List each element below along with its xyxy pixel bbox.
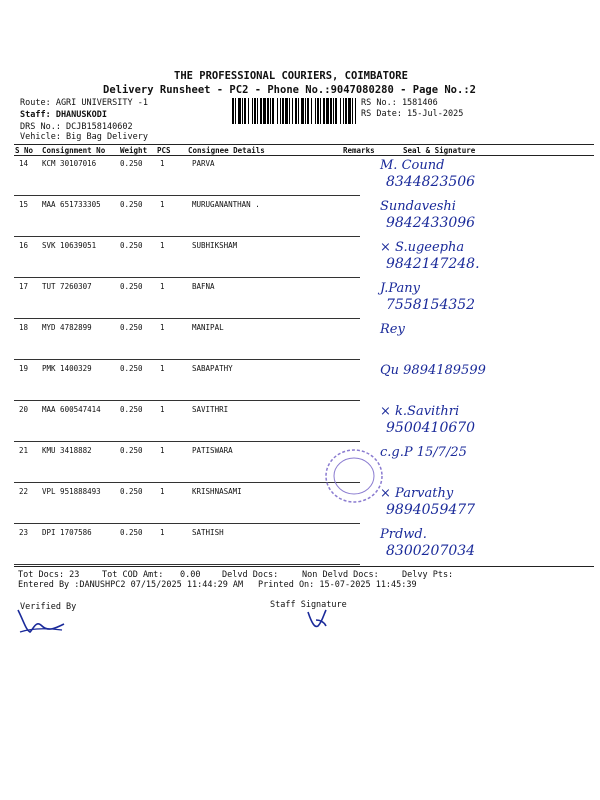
handwritten-signature: 9500410670: [386, 420, 476, 436]
barcode-bar: [295, 98, 297, 124]
barcode-bar: [248, 98, 249, 124]
barcode-bar: [244, 98, 246, 124]
row-consignment: MAA 600547414: [42, 405, 101, 414]
barcode-bar: [292, 98, 293, 124]
row-consignee: PARVA: [192, 159, 215, 168]
barcode: [232, 98, 356, 124]
barcode-bar: [289, 98, 290, 124]
handwritten-signature: Prdwd.: [380, 527, 427, 542]
courier-stamp: [322, 446, 386, 506]
row-pcs: 1: [160, 446, 165, 455]
barcode-bar: [345, 98, 347, 124]
row-divider: [14, 482, 360, 483]
barcode-bar: [315, 98, 316, 124]
barcode-bar: [257, 98, 258, 124]
row-consignee: SATHISH: [192, 528, 224, 537]
handwritten-signature: J.Pany: [380, 281, 420, 296]
row-consignee: SAVITHRI: [192, 405, 229, 414]
barcode-bar: [238, 98, 241, 124]
footer-rule: [14, 566, 594, 567]
row-weight: 0.250: [120, 405, 143, 414]
row-divider: [14, 441, 360, 442]
row-weight: 0.250: [120, 200, 143, 209]
rs-date: RS Date: 15-Jul-2025: [361, 109, 464, 119]
row-sno: 17: [19, 282, 29, 291]
handwritten-signature: 8300207034: [386, 543, 476, 559]
barcode-bar: [335, 98, 337, 124]
row-consignee: SABAPATHY: [192, 364, 233, 373]
row-consignment: PMK 1400329: [42, 364, 92, 373]
row-consignee: BAFNA: [192, 282, 215, 291]
header-bottom-rule: [14, 155, 594, 156]
runsheet-title: Delivery Runsheet - PC2 - Phone No.:9047080280 - Page No.:2: [103, 84, 476, 96]
barcode-bar: [301, 98, 304, 124]
entered-by: Entered By :DANUSHPC2 07/15/2025 11:44:29 AM: [18, 580, 244, 590]
vehicle: Vehicle: Big Bag Delivery: [20, 132, 148, 142]
barcode-bar: [320, 98, 321, 124]
route: Route: AGRI UNIVERSITY -1: [20, 98, 148, 108]
barcode-bar: [280, 98, 281, 124]
row-divider: [14, 359, 360, 360]
row-consignee: KRISHNASAMI: [192, 487, 242, 496]
handwritten-signature: 9842433096: [386, 215, 476, 231]
barcode-bar: [285, 98, 288, 124]
delivery-points: Delvy Pts:: [402, 570, 454, 580]
row-pcs: 1: [160, 159, 165, 168]
row-divider: [14, 564, 360, 565]
barcode-bar: [305, 98, 306, 124]
row-sno: 18: [19, 323, 29, 332]
barcode-bar: [326, 98, 329, 124]
barcode-bar: [355, 98, 356, 124]
barcode-bar: [254, 98, 256, 124]
barcode-bar: [277, 98, 278, 124]
col-weight: Weight: [120, 146, 148, 155]
handwritten-signature: 9894059477: [386, 502, 476, 518]
row-weight: 0.250: [120, 446, 143, 455]
row-sno: 20: [19, 405, 29, 414]
row-pcs: 1: [160, 364, 165, 373]
barcode-bar: [323, 98, 325, 124]
row-consignment: MAA 651733305: [42, 200, 101, 209]
delivered-docs: Delvd Docs:: [222, 570, 279, 580]
row-sno: 21: [19, 446, 29, 455]
col-remarks: Remarks: [343, 146, 375, 155]
handwritten-signature: 8344823506: [386, 174, 476, 190]
handwritten-signature: × k.Savithri: [380, 404, 460, 419]
total-docs: Tot Docs: 23: [18, 570, 80, 580]
barcode-bar: [298, 98, 299, 124]
barcode-bar: [340, 98, 341, 124]
row-pcs: 1: [160, 405, 165, 414]
barcode-bar: [307, 98, 309, 124]
rs-number: RS No.: 1581406: [361, 98, 438, 108]
row-consignment: MYD 4782899: [42, 323, 92, 332]
barcode-bar: [330, 98, 332, 124]
barcode-bar: [333, 98, 334, 124]
handwritten-signature: c.g.P 15/7/25: [380, 445, 467, 460]
row-consignment: SVK 10639051: [42, 241, 97, 250]
handwritten-signature: Sundaveshi: [380, 199, 456, 214]
row-weight: 0.250: [120, 487, 143, 496]
header-top-rule: [14, 144, 594, 145]
row-pcs: 1: [160, 241, 165, 250]
barcode-bar: [272, 98, 274, 124]
barcode-bar: [352, 98, 353, 124]
col-consignment: Consignment No: [42, 146, 106, 155]
row-sno: 15: [19, 200, 29, 209]
barcode-bar: [235, 98, 236, 124]
barcode-bar: [343, 98, 344, 124]
barcode-bar: [232, 98, 234, 124]
barcode-bar: [267, 98, 269, 124]
handwritten-signature: M. Cound: [380, 158, 445, 173]
row-weight: 0.250: [120, 159, 143, 168]
row-pcs: 1: [160, 323, 165, 332]
row-consignee: SUBHIKSHAM: [192, 241, 238, 250]
drs-number: DRS No.: DCJB158140602: [20, 122, 133, 132]
barcode-bar: [317, 98, 319, 124]
handwritten-signature: × S.ugeepha: [380, 240, 465, 255]
row-divider: [14, 523, 360, 524]
row-consignment: KCM 30107016: [42, 159, 97, 168]
barcode-bar: [263, 98, 266, 124]
row-weight: 0.250: [120, 323, 143, 332]
verified-by: Verified By: [20, 602, 77, 612]
row-consignee: MURUGANANTHAN .: [192, 200, 260, 209]
handwritten-signature: × Parvathy: [380, 486, 454, 501]
row-consignee: MANIPAL: [192, 323, 224, 332]
row-divider: [14, 400, 360, 401]
row-sno: 22: [19, 487, 29, 496]
row-pcs: 1: [160, 487, 165, 496]
row-consignment: VPL 951888493: [42, 487, 101, 496]
row-divider: [14, 277, 360, 278]
row-pcs: 1: [160, 528, 165, 537]
handwritten-signature: Qu 9894189599: [380, 363, 486, 378]
row-weight: 0.250: [120, 241, 143, 250]
row-sno: 19: [19, 364, 29, 373]
barcode-bar: [252, 98, 253, 124]
staff-signature: [306, 608, 330, 630]
col-seal: Seal & Signature: [403, 146, 476, 155]
total-cod-amount: 0.00: [180, 570, 201, 580]
row-consignment: TUT 7260307: [42, 282, 92, 291]
row-weight: 0.250: [120, 282, 143, 291]
staff-signature-label: Staff Signature: [270, 600, 347, 610]
row-divider: [14, 195, 360, 196]
barcode-bar: [270, 98, 271, 124]
handwritten-signature: Rey: [380, 322, 405, 337]
printed-on: Printed On: 15-07-2025 11:45:39: [258, 580, 417, 590]
barcode-bar: [311, 98, 312, 124]
row-weight: 0.250: [120, 528, 143, 537]
staff: Staff: DHANUSKODI: [20, 110, 107, 120]
row-weight: 0.250: [120, 364, 143, 373]
barcode-bar: [348, 98, 351, 124]
row-sno: 14: [19, 159, 29, 168]
row-consignment: KMU 3418882: [42, 446, 92, 455]
barcode-bar: [242, 98, 243, 124]
row-sno: 16: [19, 241, 29, 250]
handwritten-signature: 7558154352: [386, 297, 476, 313]
non-delivered-docs: Non Delvd Docs:: [302, 570, 379, 580]
col-sno: S No: [15, 146, 34, 155]
col-consignee: Consignee Details: [188, 146, 265, 155]
row-pcs: 1: [160, 200, 165, 209]
row-sno: 23: [19, 528, 29, 537]
col-pcs: PCS: [157, 146, 171, 155]
total-cod-label: Tot COD Amt:: [102, 570, 164, 580]
verifier-signature: [12, 602, 72, 638]
barcode-bar: [260, 98, 262, 124]
row-divider: [14, 236, 360, 237]
row-divider: [14, 318, 360, 319]
barcode-bar: [282, 98, 284, 124]
row-consignment: DPI 1707586: [42, 528, 92, 537]
handwritten-signature: 9842147248.: [386, 256, 480, 272]
company-name: THE PROFESSIONAL COURIERS, COIMBATORE: [174, 70, 408, 82]
row-consignee: PATISWARA: [192, 446, 233, 455]
row-pcs: 1: [160, 282, 165, 291]
